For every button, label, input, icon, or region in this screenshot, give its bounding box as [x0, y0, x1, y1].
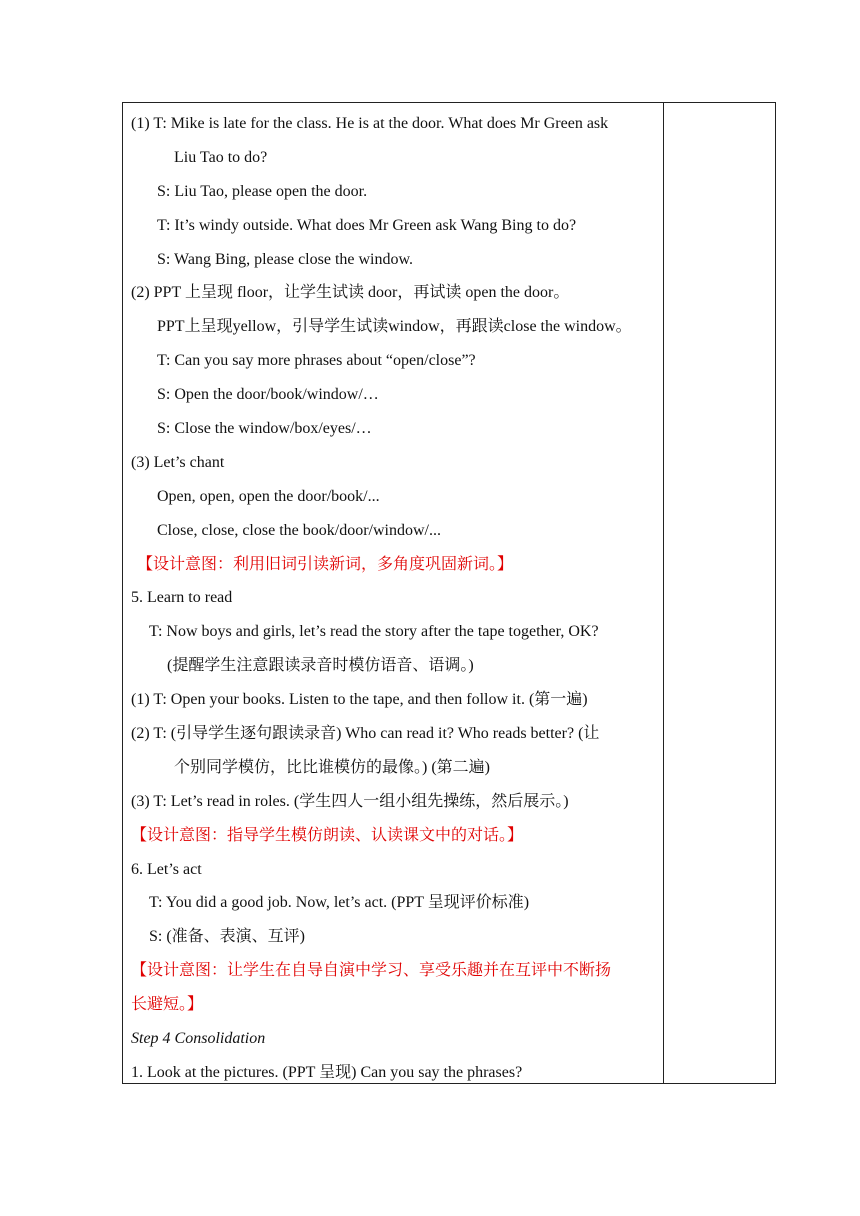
text-line: T: Can you say more phrases about “open/close”? [157, 352, 476, 370]
design-intent-note: 【设计意图：利用旧词引读新词，多角度巩固新词。】 [137, 555, 514, 573]
text-line: (提醒学生注意跟读录音时模仿语音、语调。) [167, 657, 474, 675]
text-line: 1. Look at the pictures. (PPT 呈现) Can you say the phrases? [131, 1063, 523, 1081]
design-intent-note: 【设计意图：指导学生模仿朗读、认读课文中的对话。】 [131, 826, 524, 844]
text-line: Open, open, open the door/book/... [157, 487, 380, 505]
text-line: (3) T: Let’s read in roles. (学生四人一组小组先操练，然后展示。) [131, 792, 569, 810]
lesson-table [122, 102, 776, 1084]
text-line: T: Now boys and girls, let’s read the story after the tape together, OK? [149, 623, 599, 641]
section-heading: 6. Let’s act [131, 860, 202, 878]
text-line: (1) T: Mike is late for the class. He is at the door. What does Mr Green ask [131, 115, 609, 132]
lesson-content [131, 107, 661, 1090]
text-line: Close, close, close the book/door/window/... [157, 521, 441, 539]
text-line: T: It’s windy outside. What does Mr Green ask Wang Bing to do? [157, 216, 577, 234]
text-line: PPT上呈现yellow，引导学生试读window，再跟读close the window。 [157, 318, 632, 336]
design-intent-note: 长避短。】 [131, 996, 204, 1014]
text-line: S: Wang Bing, please close the window. [157, 250, 414, 268]
section-heading: 5. Learn to read [131, 589, 233, 607]
text-line: S: Liu Tao, please open the door. [157, 182, 368, 200]
text-line: (2) PPT 上呈现 floor，让学生试读 door，再试读 open the door。 [131, 284, 570, 302]
design-intent-note: 【设计意图：让学生在自导自演中学习、享受乐趣并在互评中不断扬 [131, 962, 612, 980]
text-line: S: Open the door/book/window/… [157, 386, 379, 404]
text-line: 个别同学模仿，比比谁模仿的最像。) (第二遍) [174, 758, 490, 776]
step-heading: Step 4 Consolidation [131, 1030, 266, 1048]
text-line: Liu Tao to do? [174, 148, 268, 166]
text-line: (1) T: Open your books. Listen to the tape, and then follow it. (第一遍) [131, 691, 588, 709]
text-line: S: (准备、表演、互评) [149, 928, 306, 946]
text-line: T: You did a good job. Now, let’s act. (PPT 呈现评价标准) [149, 894, 530, 912]
text-line: (2) T: (引导学生逐句跟读录音) Who can read it? Who reads better? (让 [131, 725, 600, 743]
column-divider [663, 103, 664, 1083]
text-line: (3) Let’s chant [131, 453, 225, 471]
text-line: S: Close the window/box/eyes/… [157, 420, 372, 438]
